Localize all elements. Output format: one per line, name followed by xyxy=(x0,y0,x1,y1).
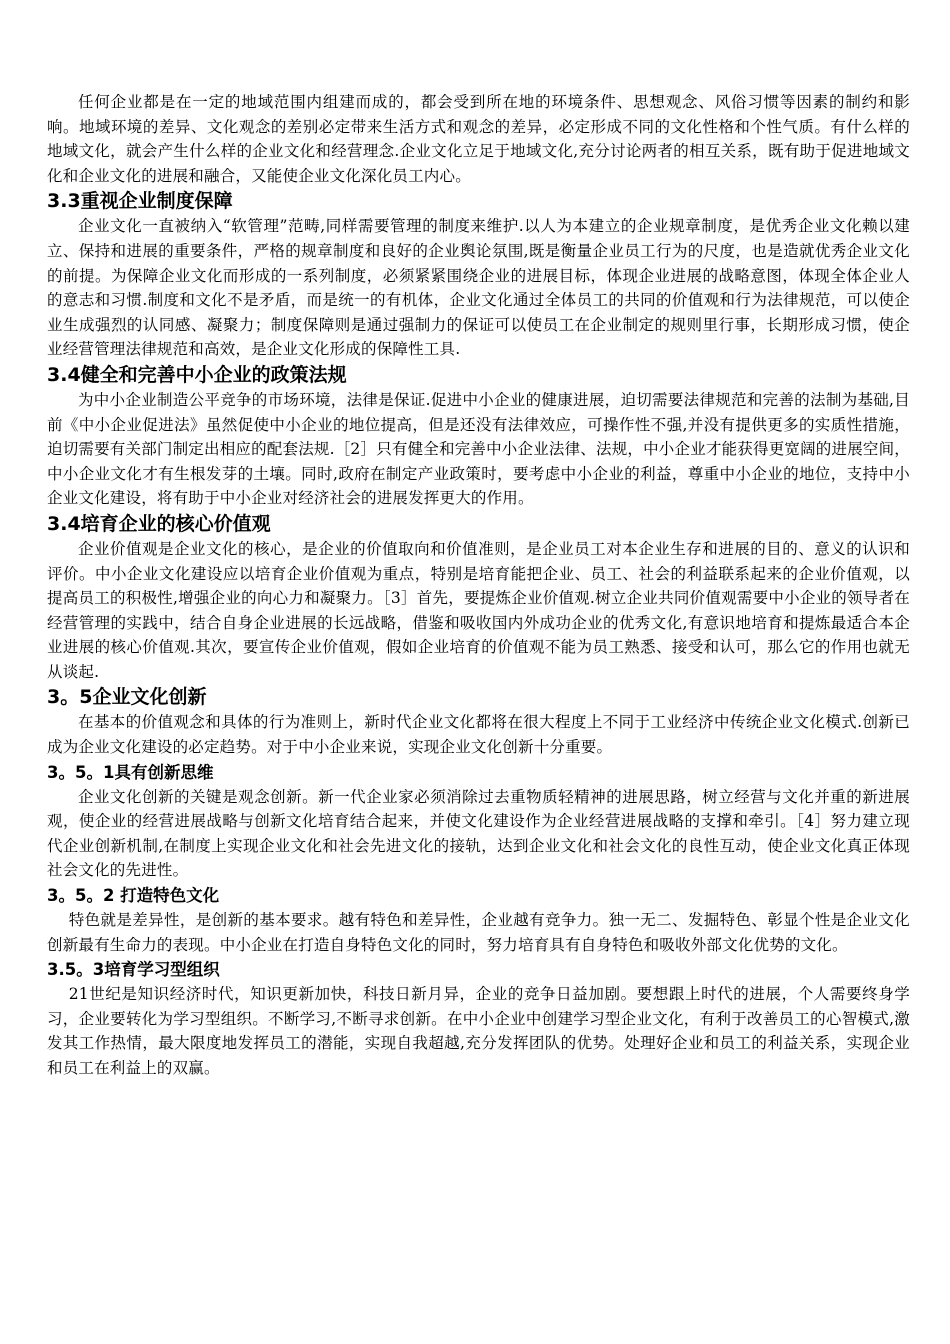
paragraph-regional-culture: 任何企业都是在一定的地域范围内组建而成的，都会受到所在地的环境条件、思想观念、风俗习惯等因素的制约和影响。地域环境的差异、文化观念的差别必定带来生活方式和观念的差异，必定形成不同的文化性格和个性气质。有什么样的地域文化，就会产生什么样的企业文化和经营理念.企业文化立足于地域文化,充分讨论两者的相互关系，既有助于促进地域文化和企业文化的进展和融合，又能使企业文化深化员工内心。 xyxy=(47,93,910,185)
subheading-3-5-3-learning-organization: 3.5。3培育学习型组织 xyxy=(47,960,220,980)
paragraph-culture-innovation: 在基本的价值观念和具体的行为准则上，新时代企业文化都将在很大程度上不同于工业经济中传统企业文化模式.创新已成为企业文化建设的必定趋势。对于中小企业来说，实现企业文化创新十分重要。 xyxy=(47,713,910,757)
paragraph-learning-organization: 21世纪是知识经济时代，知识更新加快，科技日新月异，企业的竞争日益加剧。要想跟上时代的进展，个人需要终身学习，企业要转化为学习型组织。不断学习,不断寻求创新。在中小企业中创建学习型企业文化，有利于改善员工的心智模式,激发其工作热情，最大限度地发挥员工的潜能，实现自我超越,充分发挥团队的优势。处理好企业和员工的利益关系，实现企业和员工在利益上的双赢。 xyxy=(47,985,910,1077)
paragraph-policy-regulations: 为中小企业制造公平竞争的市场环境，法律是保证.促进中小企业的健康进展，迫切需要法律规范和完善的法制为基础,目前《中小企业促进法》虽然促使中小企业的地位提高，但是还没有法律效应，可操作性不强,并没有提供更多的实质性措施，迫切需要有关部门制定出相应的配套法规.［2］只有健全和完善中小企业法律、法规，中小企业才能获得更宽阔的进展空间，中小企业文化才有生根发芽的土壤。同时,政府在制定产业政策时，要考虑中小企业的利益，尊重中小企业的地位，支持中小企业文化建设，将有助于中小企业对经济社会的进展发挥更大的作用。 xyxy=(47,390,910,508)
paragraph-core-values: 企业价值观是企业文化的核心，是企业的价值取向和价值准则，是企业员工对本企业生存和进展的目的、意义的认识和评价。中小企业文化建设应以培育企业价值观为重点，特别是培育能把企业、员工、社会的利益联系起来的企业价值观，以提高员工的积极性,增强企业的向心力和凝聚力。［3］首先，要提炼企业价值观.树立企业共同价值观需要中小企业的领导者在经营管理的实践中，结合自身企业进展的长远战略，借鉴和吸收国内外成功企业的优秀文化,有意识地培育和提炼最适合本企业进展的核心价值观.其次，要宣传企业价值观，假如企业培育的价值观不能为员工熟悉、接受和认可，那么它的作用也就无从谈起. xyxy=(47,539,910,681)
subheading-3-5-2-distinctive-culture: 3。5。2 打造特色文化 xyxy=(47,886,220,906)
paragraph-innovative-thinking: 企业文化创新的关键是观念创新。新一代企业家必须消除过去重物质轻精神的进展思路，树立经营与文化并重的新进展观，使企业的经营进展战略与创新文化培育结合起来，并使文化建设作为企业经营进展战略的支撑和牵引。［4］努力建立现代企业创新机制,在制度上实现企业文化和社会先进文化的接轨，达到企业文化和社会文化的良性互动，使企业文化真正体现社会文化的先进性。 xyxy=(47,787,910,880)
paragraph-institutional-guarantee: 企业文化一直被纳入“软管理”范畴,同样需要管理的制度来维护.以人为本建立的企业规章制度，是优秀企业文化赖以建立、保持和进展的重要条件，严格的规章制度和良好的企业舆论氛围,既是衡量企业员工行为的尺度，也是造就优秀企业文化的前提。为保障企业文化而形成的一系列制度，必须紧紧围绕企业的进展目标，体现企业进展的战略意图，体现全体企业人的意志和习惯.制度和文化不是矛盾，而是统一的有机体，企业文化通过全体员工的共同的价值观和行为法律规范，可以使企业生成强烈的认同感、凝聚力；制度保障则是通过强制力的保证可以使员工在企业制定的规则里行事，长期形成习惯，使企业经营管理法律规范和高效，是企业文化形成的保障性工具. xyxy=(47,217,910,359)
heading-3-5-culture-innovation: 3。5企业文化创新 xyxy=(47,686,207,709)
heading-3-4-core-values: 3.4培育企业的核心价值观 xyxy=(47,512,271,535)
heading-3-4-policy-regulations: 3.4健全和完善中小企业的政策法规 xyxy=(47,363,347,386)
heading-3-3-institutional-guarantee: 3.3重视企业制度保障 xyxy=(47,190,233,213)
paragraph-distinctive-culture: 特色就是差异性，是创新的基本要求。越有特色和差异性，企业越有竞争力。独一无二、发掘特色、彰显个性是企业文化创新最有生命力的表现。中小企业在打造自身特色文化的同时，努力培育具有自身特色和吸收外部文化优势的文化。 xyxy=(47,911,910,954)
subheading-3-5-1-innovative-thinking: 3。5。1具有创新思维 xyxy=(47,762,214,782)
